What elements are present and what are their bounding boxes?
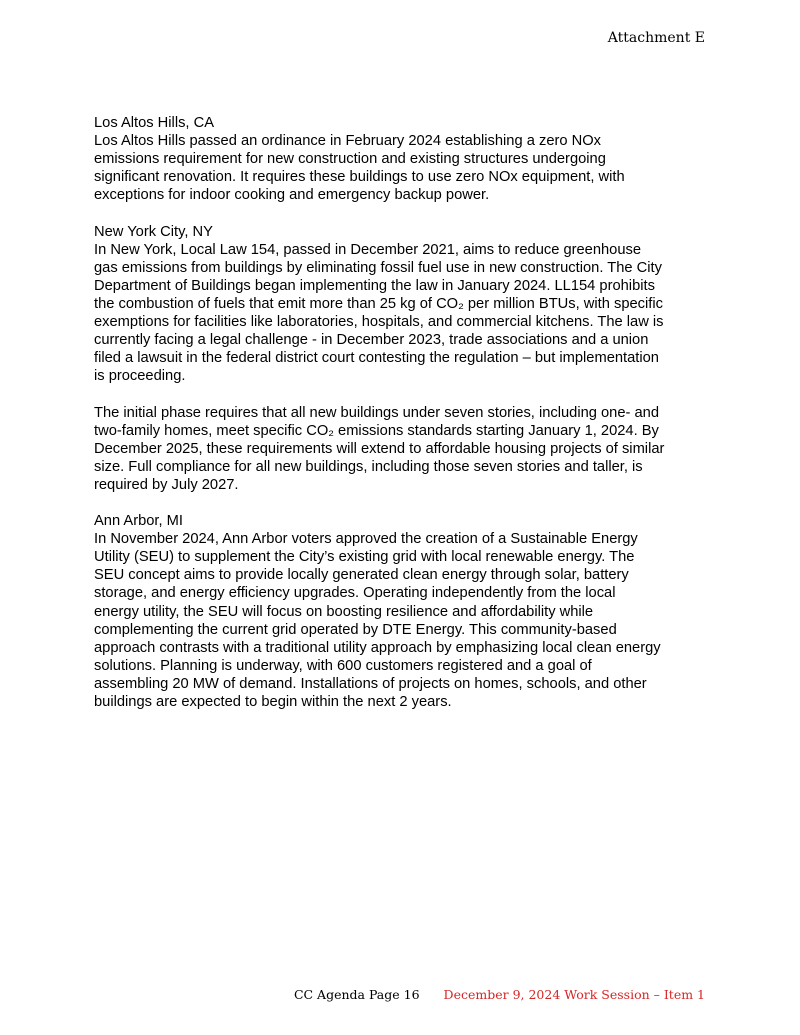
text-line: required by July 2027. xyxy=(94,476,239,493)
attachment-label: Attachment E xyxy=(607,30,705,46)
section-title: Los Altos Hills, CA xyxy=(94,115,214,131)
section-title: Ann Arbor, MI xyxy=(94,513,183,530)
text-line: the combustion of fuels that emit more than 25 kg of CO₂ per million BTUs, with specific xyxy=(94,295,663,312)
text-line: currently facing a legal challenge - in December 2023, trade associations and a union xyxy=(94,332,649,349)
text-line: SEU concept aims to provide locally generated clean energy through solar, battery xyxy=(94,567,629,584)
text-line: emissions requirement for new construction and existing structures undergoing xyxy=(94,151,606,168)
section-los-altos-hills xyxy=(94,114,706,204)
text-line: complementing the current grid operated by DTE Energy. This community-based xyxy=(94,621,617,638)
paragraph xyxy=(94,132,706,204)
text-line: storage, and energy efficiency upgrades. Operating independently from the local xyxy=(94,585,616,602)
text-line: Los Altos Hills passed an ordinance in February 2024 establishing a zero NOx xyxy=(94,133,601,150)
text-line: energy utility, the SEU will focus on boosting resilience and affordability while xyxy=(94,603,594,620)
paragraph xyxy=(94,530,706,711)
text-line: exceptions for indoor cooking and emergency backup power. xyxy=(94,187,490,204)
text-line: In November 2024, Ann Arbor voters approved the creation of a Sustainable Energy xyxy=(94,531,638,548)
paragraph xyxy=(94,404,706,494)
work-session-label: December 9, 2024 Work Session – Item 1 xyxy=(443,987,705,1002)
text-line: solutions. Planning is underway, with 600 customers registered and a goal of xyxy=(94,657,592,674)
text-line: gas emissions from buildings by eliminating fossil fuel use in new construction. The City xyxy=(94,259,662,276)
section-ann-arbor xyxy=(94,512,706,711)
text-line: Utility (SEU) to supplement the City’s existing grid with local renewable energy. The xyxy=(94,549,635,566)
text-line: Department of Buildings began implementing the law in January 2024. LL154 prohibits xyxy=(94,277,655,294)
text-line: exemptions for facilities like laboratories, hospitals, and commercial kitchens. The law is xyxy=(94,314,664,331)
document-body xyxy=(94,114,706,729)
text-line: In New York, Local Law 154, passed in December 2021, aims to reduce greenhouse xyxy=(94,241,642,258)
text-line: is proceeding. xyxy=(94,368,186,385)
paragraph xyxy=(94,241,706,386)
text-line: size. Full compliance for all new buildings, including those seven stories and taller, is xyxy=(94,458,643,475)
section-new-york-city xyxy=(94,223,706,494)
text-line: December 2025, these requirements will extend to affordable housing projects of similar xyxy=(94,440,665,457)
text-line: buildings are expected to begin within the next 2 years. xyxy=(94,694,452,710)
text-line: significant renovation. It requires these buildings to use zero NOx equipment, with xyxy=(94,169,625,186)
page-footer xyxy=(294,987,705,1002)
text-line: filed a lawsuit in the federal district court contesting the regulation – but implementation xyxy=(94,350,659,367)
text-line: approach contrasts with a traditional utility approach by emphasizing local clean energy xyxy=(94,639,661,656)
text-line: The initial phase requires that all new buildings under seven stories, including one- and xyxy=(94,404,659,421)
section-title: New York City, NY xyxy=(94,223,213,240)
text-line: assembling 20 MW of demand. Installations of projects on homes, schools, and other xyxy=(94,675,647,692)
agenda-page-number: CC Agenda Page 16 xyxy=(293,987,420,1002)
text-line: two-family homes, meet specific CO₂ emissions standards starting January 1, 2024. By xyxy=(94,422,659,439)
